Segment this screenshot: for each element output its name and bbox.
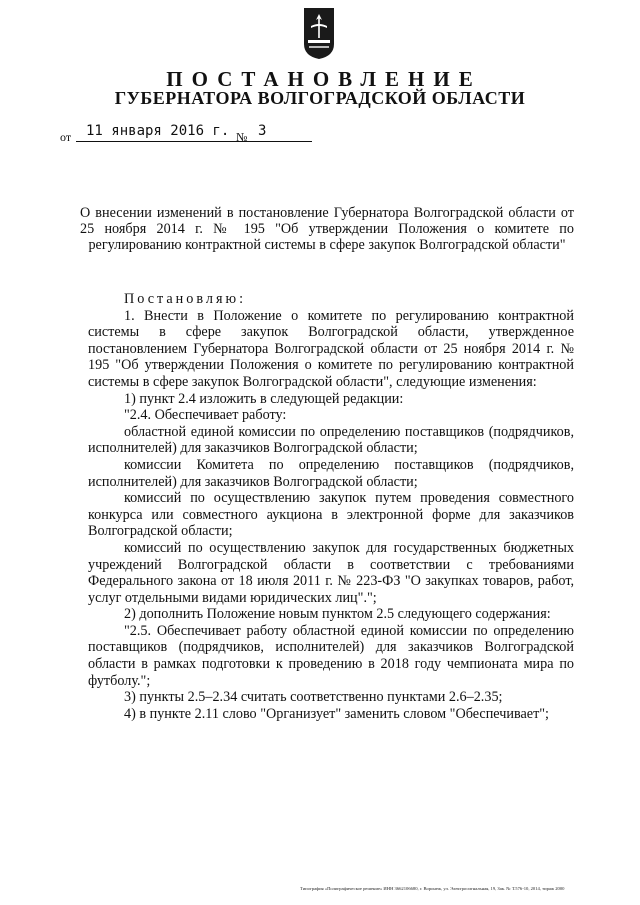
document-body: [88, 291, 574, 722]
document-number: 3: [258, 123, 267, 139]
clause-2-4-line-4: комиссий по осуществлению закупок для государственных бюджетных учреждений Волгоградской области в соответствии с требованиями Федерального закона от 18 июля 2011 г. № 223-ФЗ "О закупках товаров, работ, услуг отдельными видами юридических лиц".";: [88, 539, 574, 606]
clause-2-4-line-1: областной единой комиссии по определению поставщиков (подрядчиков, исполнителей) для заказчиков Волгоградской области;: [88, 423, 574, 457]
item-3: 3) пункты 2.5–2.34 считать соответственно пунктами 2.6–2.35;: [124, 689, 503, 706]
decree-word: Постановляю:: [124, 291, 247, 307]
coat-of-arms-emblem: [302, 6, 336, 60]
item-1: 1) пункт 2.4 изложить в следующей редакции:: [124, 390, 404, 407]
clause-2-5: "2.5. Обеспечивает работу областной единой комиссии по определению поставщиков (подрядчиков, исполнителей) для заказчиков Волгоградской области в рамках подготовки к проведению в 2018 году чемпионата мира по футболу.";: [88, 622, 574, 689]
item-2: 2) дополнить Положение новым пунктом 2.5 следующего содержания:: [124, 606, 551, 623]
document-issuer: ГУБЕРНАТОРА ВОЛГОГРАДСКОЙ ОБЛАСТИ: [114, 88, 526, 108]
clause-2-4-line-2: комиссии Комитета по определению поставщиков (подрядчиков, исполнителей) для заказчиков Волгоградской области;: [88, 456, 574, 490]
document-date: 11 января 2016 г.: [86, 123, 230, 139]
paragraph-1: 1. Внести в Положение о комитете по регулированию контрактной системы в сфере закупок Волгоградской области, утвержденное постановлением Губернатора Волгоградской области от 25 ноября 2014 г. № 195 "Об утверждении Положения о комитете по регулированию контрактной системы в сфере закупок Волгоградской области", следующие изменения:: [88, 307, 574, 390]
number-underline: [254, 141, 312, 142]
date-label: от: [60, 130, 72, 144]
document-title: ПОСТАНОВЛЕНИЕ: [166, 67, 482, 91]
item-4: 4) в пункте 2.11 слово "Организует" заменить словом "Обеспечивает";: [124, 705, 549, 722]
clause-2-4-line-3: комиссий по осуществлению закупок путем проведения совместного конкурса или совместного аукциона в электронной форме для заказчиков Волгоградской области;: [88, 490, 574, 540]
clause-2-4-heading: "2.4. Обеспечивает работу:: [124, 407, 287, 424]
number-label: №: [236, 130, 248, 144]
printer-imprint: Типография «Полиграфическое решение» ИНН 3662106680, г. Воронеж, ул. Электросигнальная, 19, Зак. № Т.576-10, 2014, тираж 2000: [300, 886, 565, 891]
document-subject: О внесении изменений в постановление Губернатора Волгоградской области от 25 ноября 2014 г. № 195 "Об утверждении Положения о комитете по регулированию контрактной системы в сфере закупок Волгоградской области": [80, 205, 574, 254]
